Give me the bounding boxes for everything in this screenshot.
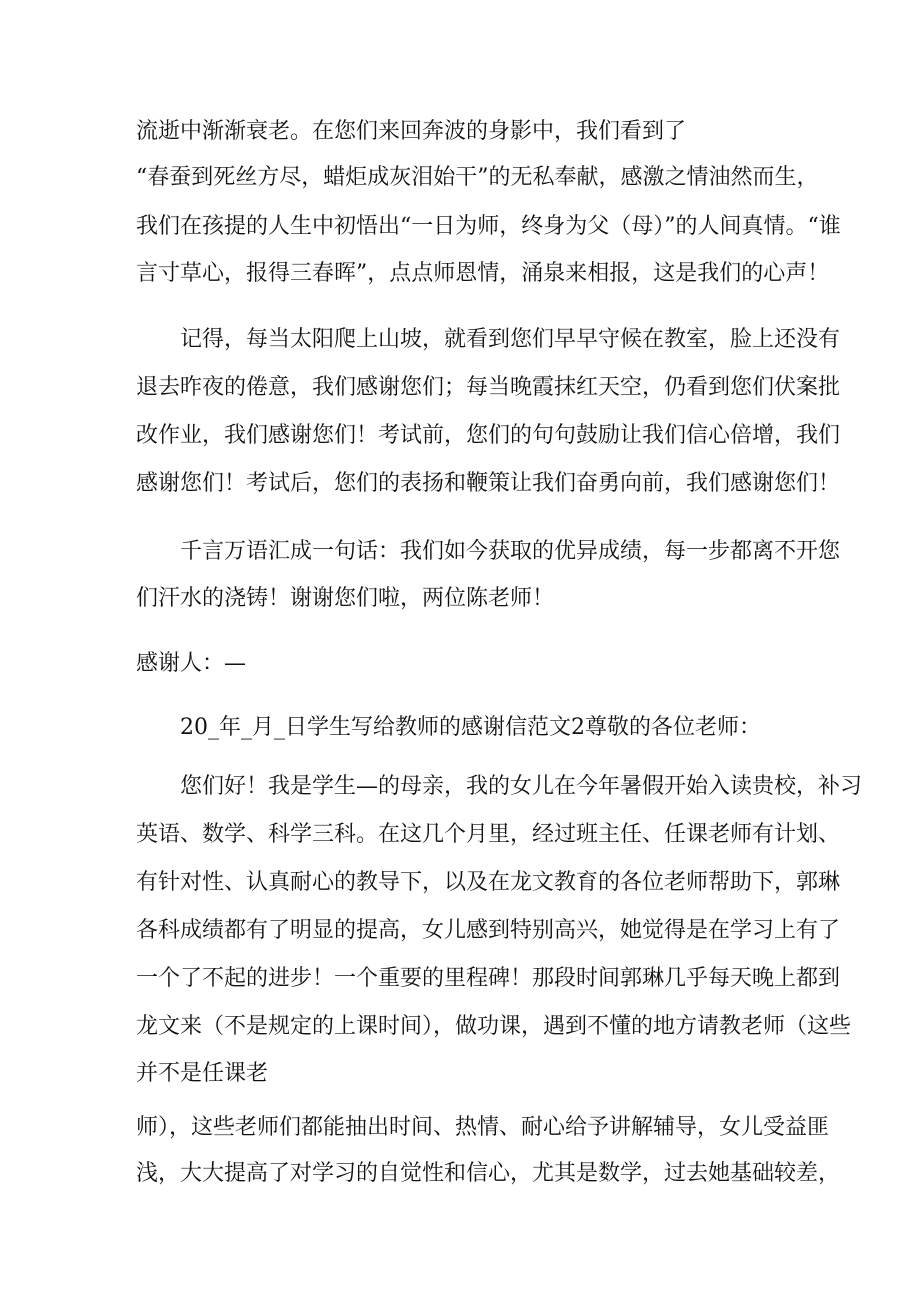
paragraph-line: 有针对性、认真耐心的教导下，以及在龙文教育的各位老师帮助下，郭琳	[136, 870, 841, 895]
paragraph-line: 龙文来（不是规定的上课时间），做功课，遇到不懂的地方请教老师（这些	[136, 1014, 852, 1039]
paragraph-line: 并不是任课老	[136, 1061, 269, 1086]
paragraph-line: 一个了不起的进步！一个重要的里程碑！那段时间郭琳几乎每天晚上都到	[136, 966, 841, 991]
paragraph-line: 英语、数学、科学三科。在这几个月里，经过班主任、任课老师有计划、	[136, 822, 841, 847]
paragraph-line: 流逝中渐渐衰老。在您们来回奔波的身影中，我们看到了	[136, 119, 687, 144]
paragraph-line: 感谢您们！考试后，您们的表扬和鞭策让我们奋勇向前，我们感谢您们！	[136, 471, 841, 496]
paragraph-line: 千言万语汇成一句话：我们如今获取的优异成绩，每一步都离不开您	[180, 539, 841, 564]
paragraph-line: 各科成绩都有了明显的提高，女儿感到特别高兴，她觉得是在学习上有了	[136, 918, 841, 943]
paragraph-line: 师），这些老师们都能抽出时间、热情、耐心给予讲解辅导，女儿受益匪	[136, 1115, 830, 1140]
paragraph-line: 记得，每当太阳爬上山坡，就看到您们早早守候在教室，脸上还没有	[180, 327, 841, 352]
letter-heading: 20_年_月_日学生写给教师的感谢信范文2尊敬的各位老师：	[180, 715, 761, 740]
paragraph-line: 们汗水的浇铸！谢谢您们啦，两位陈老师！	[136, 586, 555, 611]
paragraph-line: 您们好！我是学生—的母亲，我的女儿在今年暑假开始入读贵校，补习	[180, 774, 863, 799]
signature-line: 感谢人：—	[136, 651, 247, 676]
paragraph-line: 改作业，我们感谢您们！考试前，您们的句句鼓励让我们信心倍增，我们	[136, 423, 841, 448]
paragraph-line: 言寸草心，报得三春晖”，点点师恩情，涌泉来相报，这是我们的心声！	[136, 261, 830, 286]
paragraph-line: “春蚕到死丝方尽，蜡炬成灰泪始干”的无私奉献，感激之情油然而生，	[136, 165, 819, 190]
paragraph-line: 我们在孩提的人生中初悟出“一日为师，终身为父（母）”的人间真情。“谁	[136, 214, 841, 239]
paragraph-line: 退去昨夜的倦意，我们感谢您们；每当晚霞抹红天空，仍看到您们伏案批	[136, 375, 841, 400]
paragraph-line: 浅，大大提高了对学习的自觉性和信心，尤其是数学，过去她基础较差，	[136, 1161, 841, 1186]
